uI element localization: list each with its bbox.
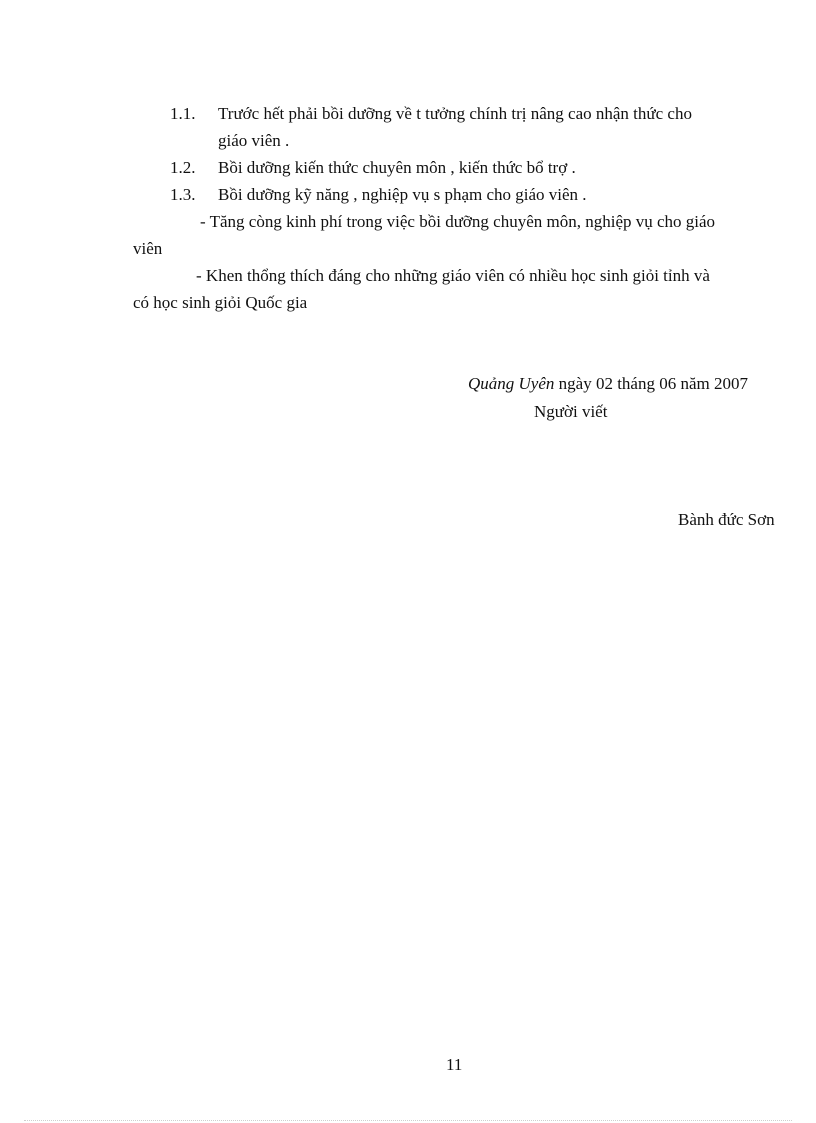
- list-item: [170, 185, 587, 205]
- page-number: 11: [446, 1055, 463, 1074]
- paragraph-line: - Khen thổng thích đáng cho những giáo viên có nhiều học sinh giỏi tỉnh và: [196, 266, 710, 285]
- signature-name: Bành đức Sơn: [678, 510, 775, 529]
- list-item-text: Trước hết phải bồi dưỡng về t tưởng chính trị nâng cao nhận thức cho: [218, 104, 692, 123]
- list-item-number: 1.3.: [170, 185, 196, 204]
- signature-date: ngày 02 tháng 06 năm 2007: [554, 374, 748, 393]
- list-item: [170, 158, 576, 178]
- page-bottom-divider: [24, 1120, 792, 1121]
- list-item-continuation: giáo viên .: [218, 131, 290, 150]
- list-item-text: Bồi dưỡng kỹ năng , nghiệp vụ s phạm cho giáo viên .: [218, 185, 587, 204]
- signature-role: Người viết: [534, 402, 608, 421]
- list-item-number: 1.1.: [170, 104, 196, 123]
- list-item: [170, 104, 692, 124]
- list-item-number: 1.2.: [170, 158, 196, 177]
- signature-place: Quảng Uyên: [468, 374, 555, 393]
- paragraph-line: viên: [133, 239, 163, 258]
- list-item-text: Bồi dưỡng kiến thức chuyên môn , kiến thức bổ trợ .: [218, 158, 576, 177]
- signature-date-line: [468, 374, 748, 394]
- paragraph-line: - Tăng còng kinh phí trong việc bồi dưỡng chuyên môn, nghiệp vụ cho giáo: [200, 212, 716, 231]
- paragraph-line: có học sinh giỏi Quốc gia: [133, 293, 308, 312]
